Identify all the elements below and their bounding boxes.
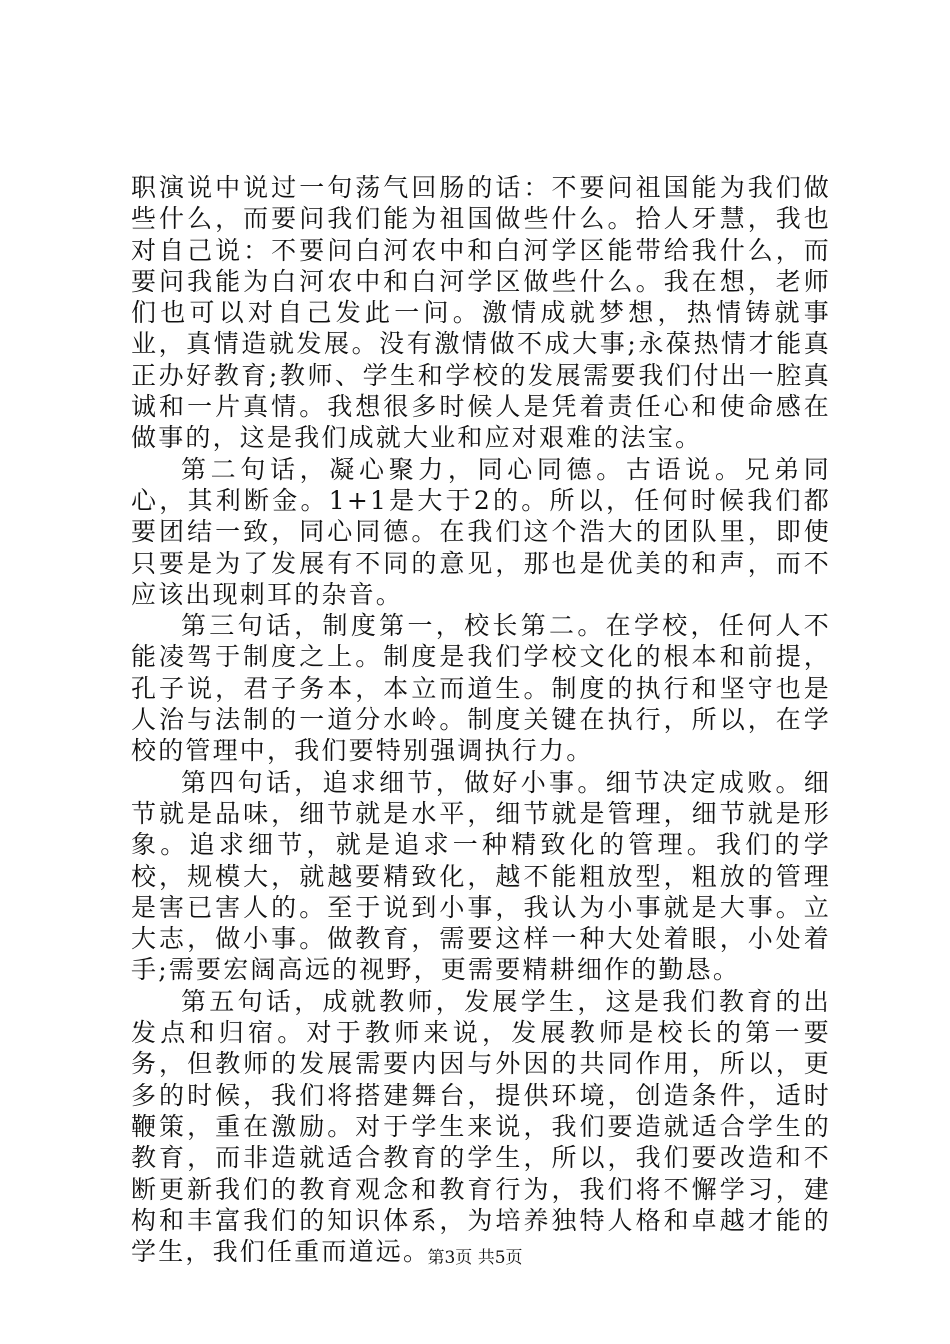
paragraph-1: 职演说中说过一句荡气回肠的话：不要问祖国能为我们做些什么，而要问我们能为祖国做些什么。拾人牙慧，我也对自己说：不要问白河农中和白河学区能带给我什么，而要问我能为白河农中和白河学区做些什么。我在想，老师们也可以对自己发此一问。激情成就梦想，热情铸就事业，真情造就发展。没有激情做不成大事;永葆热情才能真正办好教育;教师、学生和学校的发展需要我们付出一腔真诚和一片真情。我想很多时候人是凭着责任心和使命感在做事的，这是我们成就大业和应对艰难的法宝。 <box>131 173 831 453</box>
page-number-footer: 第3页 共5页 <box>427 1248 523 1268</box>
paragraph-3: 第三句话，制度第一，校长第二。在学校，任何人不能凌驾于制度之上。制度是我们学校文化的根本和前提，孔子说，君子务本，本立而道生。制度的执行和坚守也是人治与法制的一道分水岭。制度关键在执行，所以，在学校的管理中，我们要特别强调执行力。 <box>131 611 831 766</box>
paragraph-2: 第二句话，凝心聚力，同心同德。古语说。兄弟同心，其利断金。1+1是大于2的。所以，任何时候我们都要团结一致，同心同德。在我们这个浩大的团队里，即使只要是为了发展有不同的意见，那也是优美的和声，而不应该出现刺耳的杂音。 <box>131 454 831 609</box>
paragraph-4: 第四句话，追求细节，做好小事。细节决定成败。细节就是品味，细节就是水平，细节就是管理，细节就是形象。追求细节，就是追求一种精致化的管理。我们的学校，规模大，就越要精致化，越不能粗放型，粗放的管理是害已害人的。至于说到小事，我认为小事就是大事。立大志，做小事。做教育，需要这样一种大处着眼，小处着手;需要宏阔高远的视野，更需要精耕细作的勤恳。 <box>131 767 831 985</box>
document-body <box>131 172 831 1267</box>
paragraph-5: 第五句话，成就教师，发展学生，这是我们教育的出发点和归宿。对于教师来说，发展教师是校长的第一要务，但教师的发展需要内因与外因的共同作用，所以，更多的时候，我们将搭建舞台，提供环境，创造条件，适时鞭策，重在激励。对于学生来说，我们要造就适合学生的教育，而非造就适合教育的学生，所以，我们要改造和不断更新我们的教育观念和教育行为，我们将不懈学习，建构和丰富我们的知识体系，为培养独特人格和卓越才能的学生，我们任重而道远。 <box>131 986 831 1267</box>
